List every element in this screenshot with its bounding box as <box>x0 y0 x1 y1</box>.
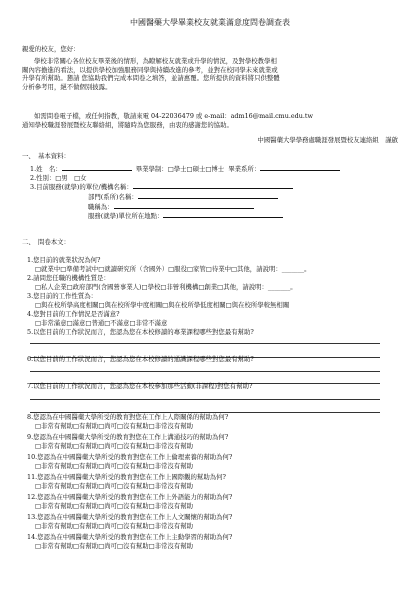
degree-master[interactable]: □碩士 <box>186 165 206 173</box>
answer-line-6a[interactable] <box>30 371 380 372</box>
question-1: 1.您目前的就業狀況為何? <box>27 256 101 265</box>
gender-row[interactable]: 2.性別：□男 □女 <box>30 173 87 182</box>
basic-info <box>30 164 410 221</box>
dept-name-row <box>30 192 410 202</box>
question-8: 8.您認為在中國醫藥大學所受的教育對您在工作上人際關係的幫助為何? <box>27 413 229 422</box>
school-label: 畢業學制： <box>135 165 168 173</box>
job-title-field[interactable] <box>114 202 254 209</box>
question-8-options[interactable]: □非常有幫助□有幫助□尚可□沒有幫助□非常沒有幫助 <box>35 422 194 431</box>
contact-paragraph <box>22 112 412 129</box>
address-row <box>30 211 410 221</box>
degree-doctor[interactable]: □博士 <box>205 165 225 173</box>
intro-line: 關內容擔進的看法，以提供學校加強服務同學與持續改進的參考，並對在校同學未來就業或 <box>22 65 278 74</box>
question-9: 9.您認為在中國醫藥大學所受的教育對您在工作上溝通技巧的幫助為何? <box>27 433 229 442</box>
question-3: 3.您目前的工作性質為： <box>27 292 98 301</box>
address-label: 服務(就學)單位所在地點： <box>88 212 164 221</box>
question-4: 4.您對目前的工作情況是否滿意? <box>27 310 120 319</box>
question-1-options[interactable]: □就業中□準備考試中□就讀研究所（含國外）□服役□家管□待業中□其他，請說明：_______。 <box>35 265 311 274</box>
intro-line: 升學有所幫助。懇請 您協助我們完成本問卷之填答，並請惠覆。您所提供的資料將只供整體 <box>22 74 280 83</box>
question-11-options[interactable]: □非常有幫助□有幫助□尚可□沒有幫助□非常沒有幫助 <box>35 482 194 491</box>
question-2-options[interactable]: □私人企業□政府部門(含國營事業人)□學校□非營利機構□創業□其他，請說明：_______。 <box>35 283 297 292</box>
question-6: 6.以您目前的工作狀況而言，您認為您在本校修讀的通識課程哪些對您最有幫助? <box>27 355 254 364</box>
org-field[interactable] <box>133 182 293 189</box>
section-basic-heading: 一、 基本資料： <box>22 152 70 160</box>
contact-line: 通知學校職涯發展暨校友聯絡組，將隨時為您服務，由衷的感謝您的協助。 <box>22 120 233 129</box>
question-2: 2.請問您任職的機構性質是： <box>27 274 110 283</box>
job-title-row <box>30 202 410 212</box>
degree-bachelor[interactable]: □學士 <box>167 165 187 173</box>
name-label: 1.姓 名： <box>30 165 62 173</box>
question-3-options[interactable]: □與在校所學高度相關□與在校所學中度相關□與在校所學低度相關□與在校所學較無相關 <box>35 301 290 310</box>
question-5: 5.以您目前的工作狀況而言，您認為您在本校修讀的專業課程哪些對您最有幫助? <box>27 328 254 337</box>
section-survey-heading: 二、 問卷本文： <box>22 238 70 246</box>
page-title: 中國醫藥大學畢業校友就業滿意度問卷調查表 <box>130 18 290 27</box>
question-10-options[interactable]: □非常有幫助□有幫助□尚可□沒有幫助□非常沒有幫助 <box>35 462 194 471</box>
greeting: 親愛的校友，您好： <box>22 45 80 53</box>
contact-line: 如需問卷電子檔，或任何指教，敬請來電 04-22036479 或 e-mail：adm16@mail.cmu.edu.tw <box>34 112 313 120</box>
org-row <box>30 182 410 192</box>
question-12-options[interactable]: □非常有幫助□有幫助□尚可□沒有幫助□非常沒有幫助 <box>35 502 194 511</box>
name-row <box>30 164 410 174</box>
intro-line: 學校非常關心各位校友畢業後的情形，為瞭解校友就業或升學的情況，及對學校教學相 <box>34 57 277 65</box>
question-9-options[interactable]: □非常有幫助□有幫助□尚可□沒有幫助□非常沒有幫助 <box>35 442 194 451</box>
intro-paragraph <box>22 57 412 92</box>
intro-line: 分析參考用，絕不做個別披露。 <box>22 82 112 91</box>
question-11: 11.您認為在中國醫藥大學所受的教育對您在工作上國際觀的幫助為何? <box>27 473 226 482</box>
org-label: 3.目前服務(就學)的單位/機構名稱： <box>30 183 133 192</box>
question-4-options[interactable]: □非常滿意□滿意□普通□不滿意□非常不滿意 <box>35 319 168 328</box>
dept-name-field[interactable] <box>138 192 278 199</box>
question-13: 13.您認為在中國醫藥大學所受的教育對您在工作上人文關懷的幫助為何? <box>27 513 233 522</box>
question-7: 7.以您目前的工作狀況而言，您認為您在本校參加那些活動(非課程)對您有幫助? <box>27 382 253 391</box>
question-10: 10.您認為在中國醫藥大學所受的教育對您在工作上倫理素養的幫助為何? <box>27 453 233 462</box>
dept-field[interactable] <box>260 164 340 171</box>
question-14-options[interactable]: □非常有幫助□有幫助□尚可□沒有幫助□非常沒有幫助 <box>35 542 194 551</box>
answer-line-7a[interactable] <box>30 399 380 400</box>
question-14: 14.您認為在中國醫藥大學所受的教育對您在工作上主動學習的幫助為何? <box>27 533 233 542</box>
job-title-label: 職稱為： <box>88 202 114 211</box>
question-12: 12.您認為在中國醫藥大學所受的教育對您在工作上外語能力的幫助為何? <box>27 493 233 502</box>
name-field[interactable] <box>62 164 132 171</box>
question-13-options[interactable]: □非常有幫助□有幫助□尚可□沒有幫助□非常沒有幫助 <box>35 522 194 531</box>
dept-name-label: 部門(系所)名稱： <box>88 192 138 201</box>
signature: 中國醫藥大學學務處職涯發展暨校友連絡組 謹啟 <box>257 136 398 144</box>
address-field[interactable] <box>163 211 283 218</box>
dept-label: 畢業系所： <box>228 165 261 173</box>
answer-line-5a[interactable] <box>30 343 380 344</box>
